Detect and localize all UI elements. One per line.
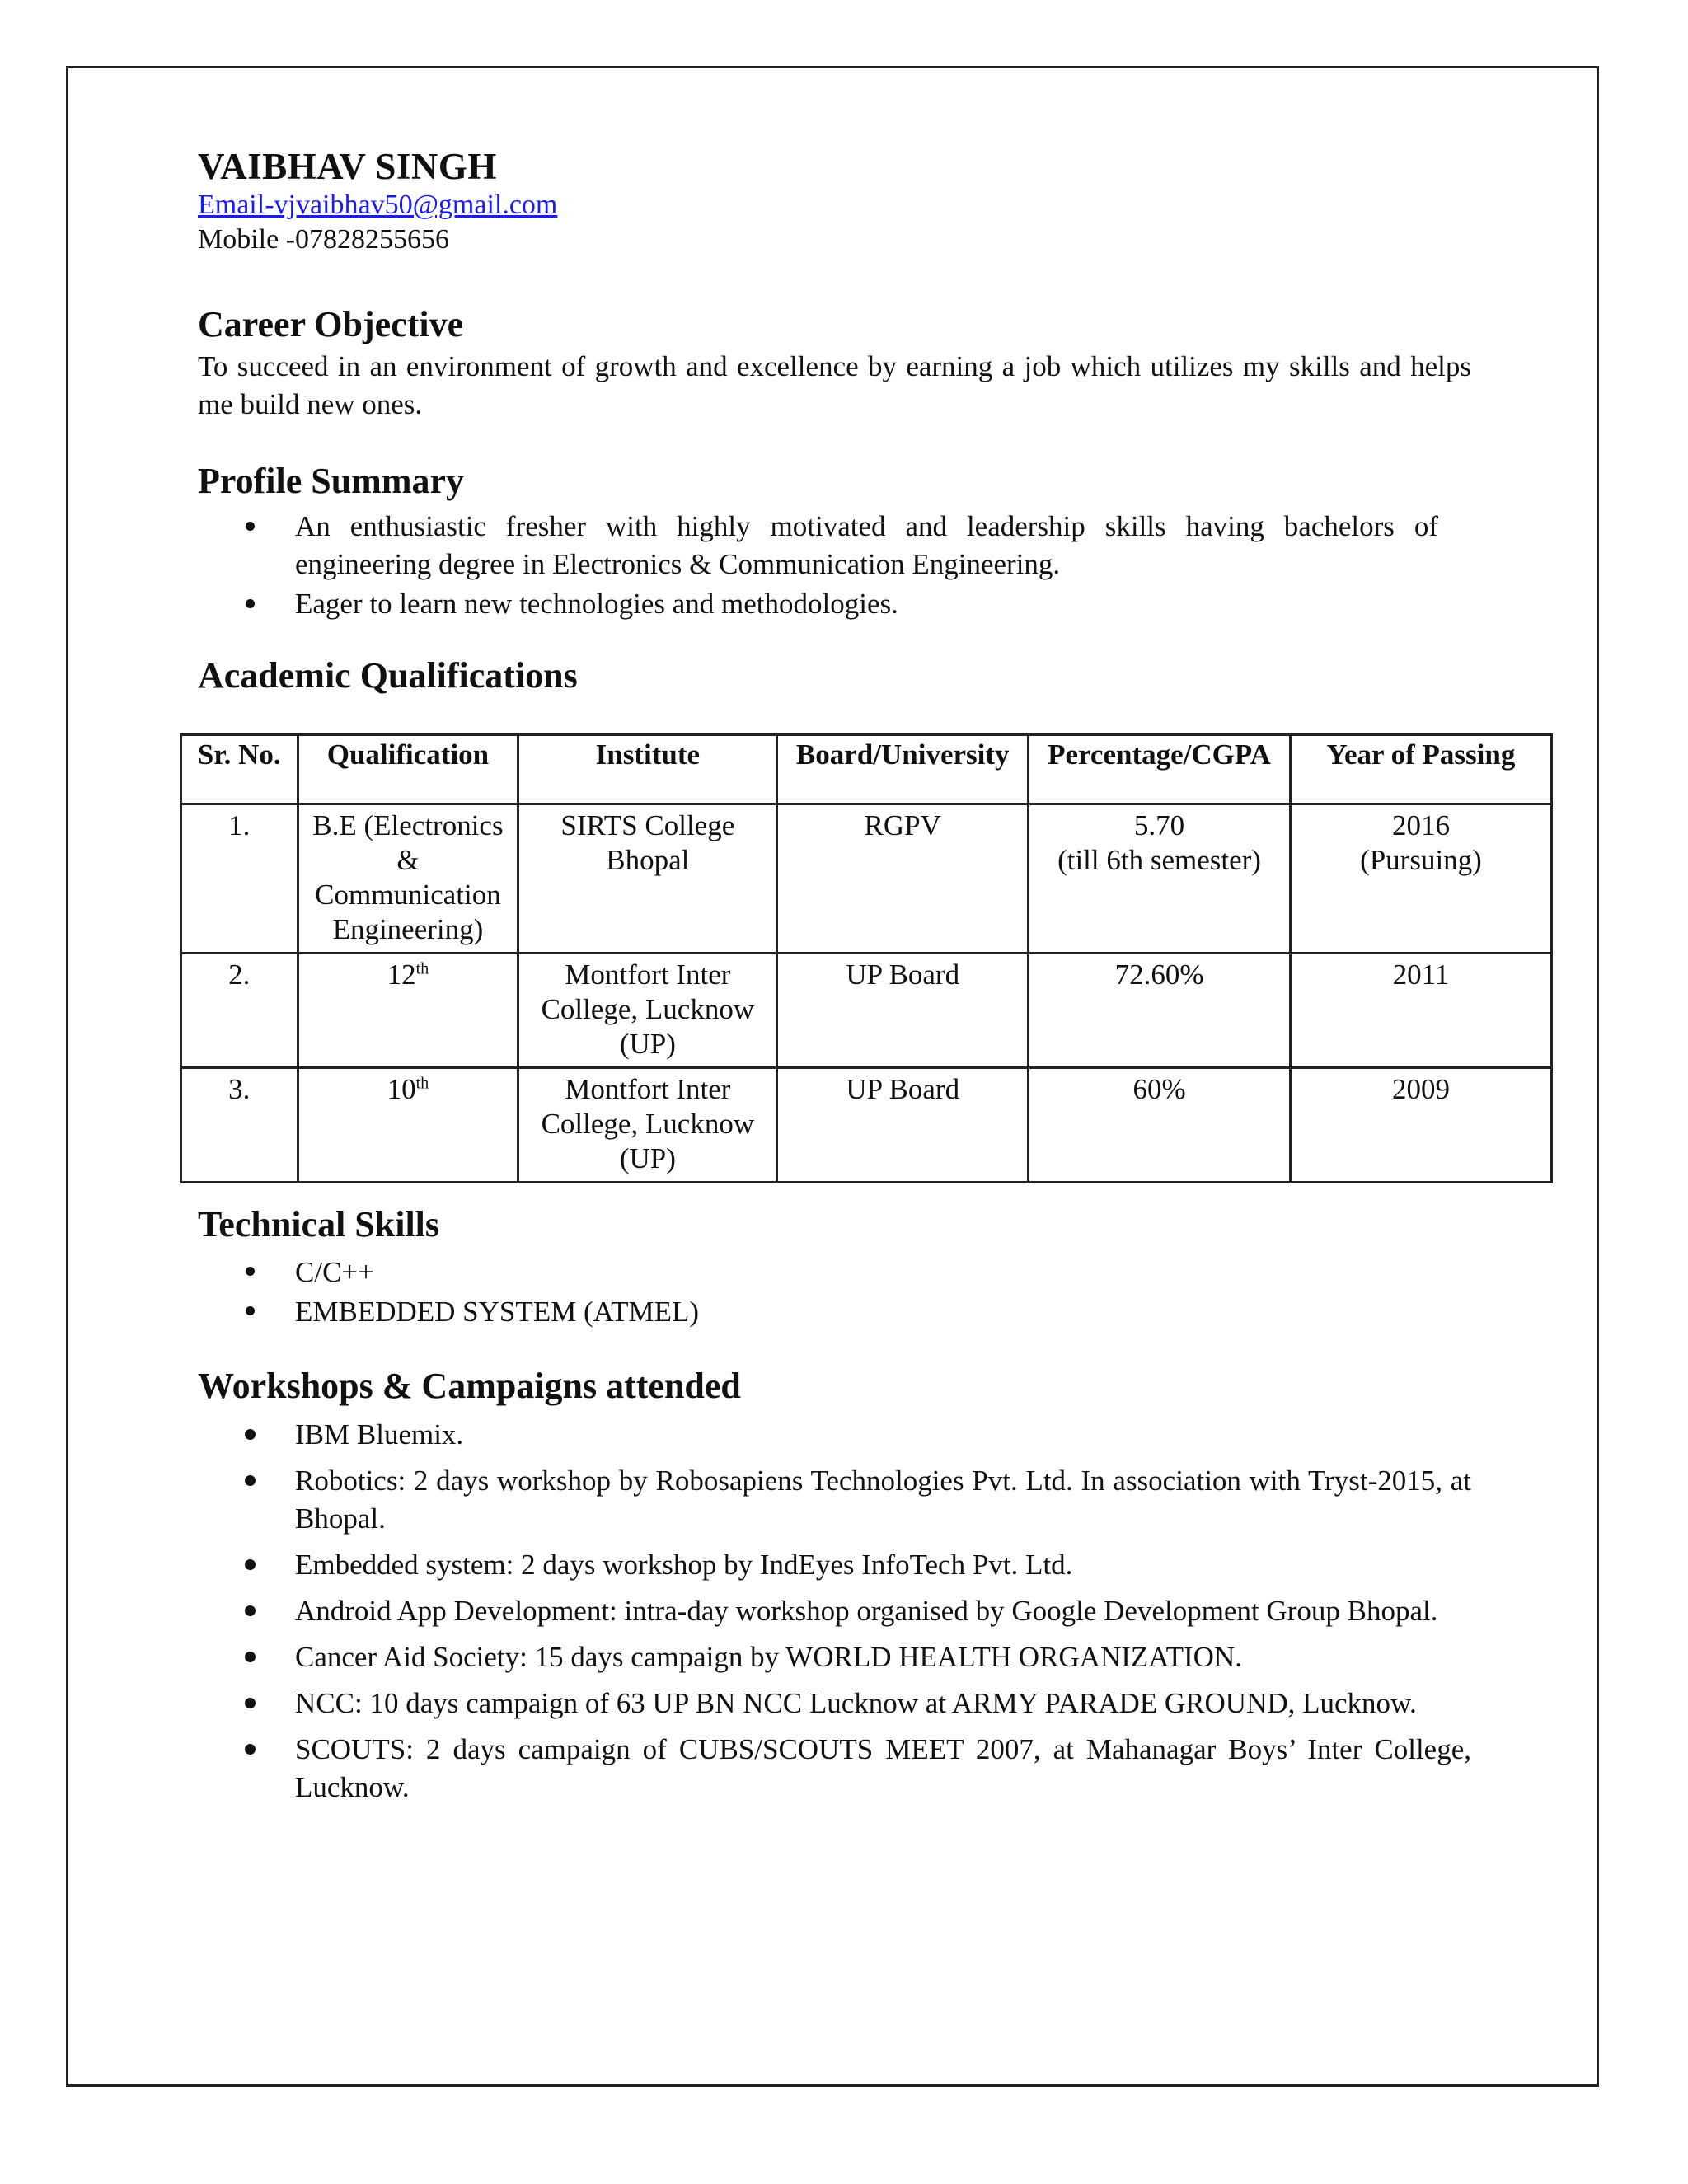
bullet-icon — [245, 1429, 256, 1440]
candidate-name: VAIBHAV SINGH — [198, 146, 497, 187]
table-row — [181, 804, 1552, 954]
technical-skills-list — [198, 1253, 1471, 1332]
table-cell: B.E (Electronics & Communication Engineering) — [298, 804, 518, 954]
career-objective-heading: Career Objective — [198, 304, 464, 344]
bullet-icon — [245, 1744, 256, 1755]
profile-summary-list — [198, 508, 1438, 623]
list-item: Robotics: 2 days workshop by Robosapiens Technologies Pvt. Ltd. In association with Tryst-2015, at Bhopal. — [198, 1462, 1471, 1538]
table-cell: 2016 (Pursuing) — [1290, 804, 1551, 954]
column-header: Board/University — [777, 735, 1029, 804]
table-cell: UP Board — [777, 954, 1029, 1068]
table-cell: 1. — [181, 804, 298, 954]
table-cell: Montfort Inter College, Lucknow (UP) — [518, 1068, 777, 1183]
table-cell: RGPV — [777, 804, 1029, 954]
career-objective-text: To succeed in an environment of growth and excellence by earning a job which utilizes my skills and helps me build new ones. — [198, 350, 1471, 420]
column-header: Sr. No. — [181, 735, 298, 804]
table-cell: 2. — [181, 954, 298, 1068]
table-cell: SIRTS College Bhopal — [518, 804, 777, 954]
list-item: An enthusiastic fresher with highly motivated and leadership skills having bachelors of engineering degree in Electronics & Communication Engineering. — [198, 508, 1438, 583]
column-header: Qualification — [298, 735, 518, 804]
table-row — [181, 954, 1552, 1068]
bullet-icon — [245, 1652, 256, 1662]
academic-qualifications-heading: Academic Qualifications — [198, 655, 578, 696]
table-cell: 3. — [181, 1068, 298, 1183]
bullet-icon — [245, 1475, 256, 1486]
qualifications-table — [180, 733, 1553, 1183]
table-cell: UP Board — [777, 1068, 1029, 1183]
table-cell: 60% — [1029, 1068, 1291, 1183]
email-link[interactable]: Email-vjvaibhav50@gmail.com — [198, 190, 558, 220]
technical-skills-heading: Technical Skills — [198, 1204, 440, 1244]
table-cell: Montfort Inter College, Lucknow (UP) — [518, 954, 777, 1068]
column-header: Year of Passing — [1290, 735, 1551, 804]
table-cell: 72.60% — [1029, 954, 1291, 1068]
mobile-number: Mobile -07828255656 — [198, 224, 450, 255]
list-item: NCC: 10 days campaign of 63 UP BN NCC Lucknow at ARMY PARADE GROUND, Lucknow. — [198, 1685, 1471, 1722]
table-header-row — [181, 735, 1552, 804]
table-row — [181, 1068, 1552, 1183]
list-item: C/C++ — [198, 1253, 1471, 1292]
bullet-icon — [246, 599, 255, 608]
table-cell: 2011 — [1290, 954, 1551, 1068]
table-cell: 5.70 (till 6th semester) — [1029, 804, 1291, 954]
list-item: IBM Bluemix. — [198, 1416, 1471, 1454]
table-cell: 12th — [298, 954, 518, 1068]
table-cell: 10th — [298, 1068, 518, 1183]
workshops-heading: Workshops & Campaigns attended — [198, 1366, 741, 1406]
bullet-icon — [246, 1306, 255, 1315]
table-cell: 2009 — [1290, 1068, 1551, 1183]
profile-summary-heading: Profile Summary — [198, 461, 465, 501]
column-header: Percentage/CGPA — [1029, 735, 1291, 804]
list-item: SCOUTS: 2 days campaign of CUBS/SCOUTS MEET 2007, at Mahanagar Boys’ Inter College, Lucknow. — [198, 1731, 1471, 1807]
bullet-icon — [245, 1605, 256, 1616]
bullet-icon — [245, 1698, 256, 1708]
list-item: Eager to learn new technologies and methodologies. — [198, 585, 1438, 623]
bullet-icon — [246, 1267, 255, 1276]
column-header: Institute — [518, 735, 777, 804]
list-item: Cancer Aid Society: 15 days campaign by WORLD HEALTH ORGANIZATION. — [198, 1638, 1471, 1676]
list-item: Android App Development: intra-day workshop organised by Google Development Group Bhopal. — [198, 1592, 1471, 1630]
bullet-icon — [245, 1559, 256, 1570]
bullet-icon — [246, 522, 255, 531]
list-item: Embedded system: 2 days workshop by IndEyes InfoTech Pvt. Ltd. — [198, 1546, 1471, 1584]
workshops-list — [198, 1416, 1471, 1807]
list-item: EMBEDDED SYSTEM (ATMEL) — [198, 1292, 1471, 1332]
